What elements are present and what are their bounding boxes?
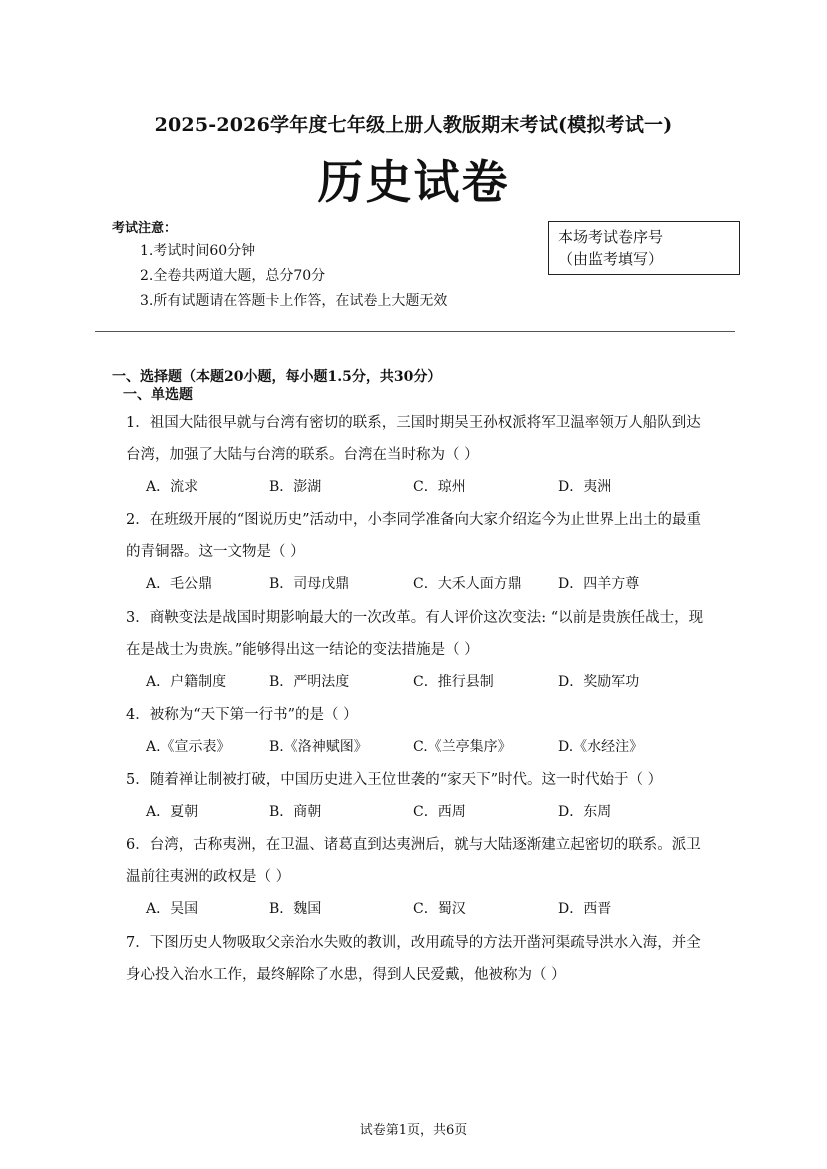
question-6-line-1: 6．台湾，古称夷洲，在卫温、诸葛直到达夷洲后，就与大陆逐渐建立起密切的联系。派卫 bbox=[126, 837, 701, 853]
page-title: 历史试卷 bbox=[317, 155, 510, 209]
question-1-line-1: 1．祖国大陆很早就与台湾有密切的联系，三国时期吴王孙权派将军卫温率领万人船队到达 bbox=[126, 415, 701, 431]
notice-heading: 考试注意： bbox=[112, 221, 178, 236]
question-4-option-d: D.《水经注》 bbox=[558, 739, 644, 755]
question-2-line-1: 2．在班级开展的“图说历史”活动中，小李同学准备向大家介绍迄今为止世界上出土的最重 bbox=[126, 512, 702, 528]
seat-number-box bbox=[548, 221, 740, 275]
question-2-option-b: B．司母戊鼎 bbox=[269, 576, 350, 592]
divider bbox=[95, 331, 735, 332]
question-6-option-d: D．西晋 bbox=[558, 901, 612, 917]
question-6-option-c: C．蜀汉 bbox=[413, 901, 466, 917]
question-3-option-b: B．严明法度 bbox=[269, 674, 350, 690]
question-3-line-2: 在是战士为贵族。”能够得出这一结论的变法措施是（ ） bbox=[126, 642, 479, 658]
question-7-line-1: 7．下图历史人物吸取父亲治水失败的教训，改用疏导的方法开凿河渠疏导洪水入海，并全 bbox=[126, 935, 701, 951]
page-footer: 试卷第1页，共6页 bbox=[359, 1123, 468, 1138]
question-5-line-1: 5．随着禅让制被打破，中国历史进入王位世袭的“家天下”时代。这一时代始于（ ） bbox=[126, 772, 663, 788]
question-5-option-d: D．东周 bbox=[558, 804, 612, 820]
question-2-line-2: 的青铜器。这一文物是（ ） bbox=[126, 544, 305, 560]
question-4-option-a: A.《宣示表》 bbox=[146, 739, 231, 755]
notice-item: 3.所有试题请在答题卡上作答，在试卷上大题无效 bbox=[140, 293, 448, 309]
question-1-option-b: B．澎湖 bbox=[269, 479, 322, 495]
question-5-option-c: C．西周 bbox=[413, 804, 466, 820]
question-3-line-1: 3．商鞅变法是战国时期影响最大的一次改革。有人评价这次变法: “以前是贵族任战士，现 bbox=[126, 610, 704, 626]
question-4-option-b: B.《洛神赋图》 bbox=[269, 739, 368, 755]
question-1-option-d: D．夷洲 bbox=[558, 479, 612, 495]
seat-box-label: 本场考试卷序号 bbox=[558, 228, 664, 246]
notice-item: 1.考试时间60分钟 bbox=[140, 243, 256, 259]
notice-item: 2.全卷共两道大题，总分70分 bbox=[140, 268, 326, 284]
question-2-option-a: A．毛公鼎 bbox=[146, 576, 213, 592]
question-5-option-b: B．商朝 bbox=[269, 804, 322, 820]
question-2-option-c: C．大禾人面方鼎 bbox=[413, 576, 522, 592]
section-title: 一、选择题（本题20小题，每小题1.5分，共30分） bbox=[112, 369, 442, 385]
question-3-option-c: C．推行县制 bbox=[413, 674, 494, 690]
question-3-option-a: A．户籍制度 bbox=[146, 674, 227, 690]
question-4-option-c: C.《兰亭集序》 bbox=[413, 739, 512, 755]
question-6-option-a: A．吴国 bbox=[146, 901, 199, 917]
question-4-line-1: 4．被称为“天下第一行书”的是（ ） bbox=[126, 707, 358, 723]
question-6-line-2: 温前往夷洲的政权是（ ） bbox=[126, 869, 291, 885]
question-7-line-2: 身心投入治水工作，最终解除了水患，得到人民爱戴，他被称为（ ） bbox=[126, 967, 566, 983]
question-2-option-d: D．四羊方尊 bbox=[558, 576, 640, 592]
exam-subtitle: 2025-2026学年度七年级上册人教版期末考试(模拟考试一) bbox=[154, 114, 673, 136]
seat-box-note: （由监考填写） bbox=[558, 250, 664, 268]
question-1-option-a: A．流求 bbox=[146, 479, 199, 495]
question-1-line-2: 台湾，加强了大陆与台湾的联系。台湾在当时称为（ ） bbox=[126, 447, 479, 463]
question-5-option-a: A．夏朝 bbox=[146, 804, 199, 820]
question-1-option-c: C．琼州 bbox=[413, 479, 466, 495]
subsection-title: 一、单选题 bbox=[123, 387, 193, 403]
question-6-option-b: B．魏国 bbox=[269, 901, 322, 917]
question-3-option-d: D．奖励军功 bbox=[558, 674, 640, 690]
